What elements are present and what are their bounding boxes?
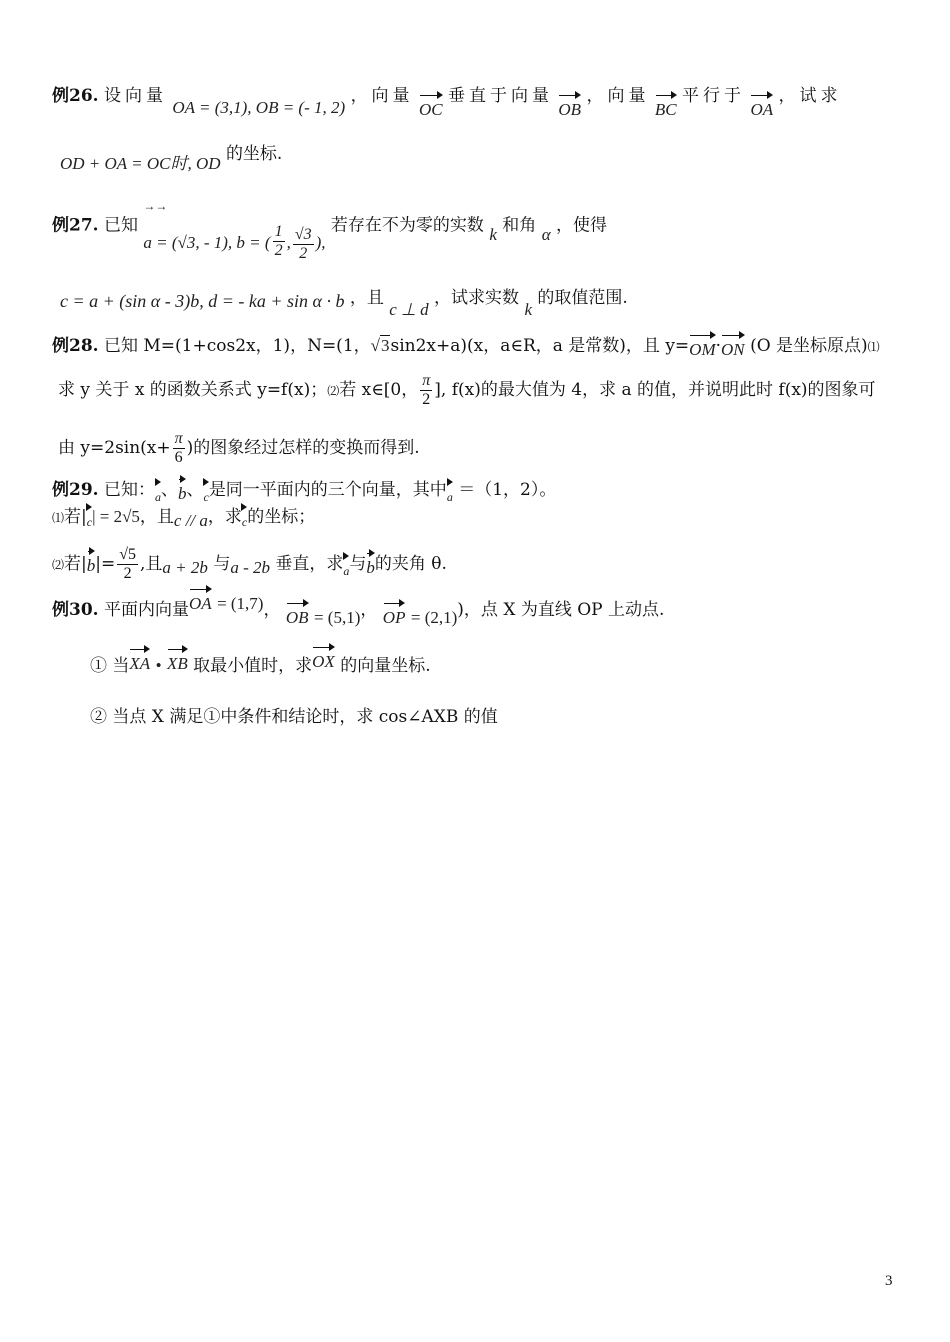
text: 已知 bbox=[103, 215, 138, 236]
denominator: 6 bbox=[174, 449, 183, 466]
example-26-line-1 bbox=[52, 84, 904, 119]
example-28-line-3 bbox=[58, 430, 420, 467]
text: 是同一平面内的三个向量，其中 bbox=[208, 480, 447, 500]
text: 平行于 bbox=[682, 86, 746, 106]
text: ，试求实数 bbox=[434, 288, 520, 308]
var-alpha: α bbox=[541, 225, 551, 245]
text: 由 y=2sin(x+ bbox=[58, 438, 171, 458]
text: ，向量 bbox=[586, 86, 650, 106]
vector-oa: OA bbox=[189, 592, 212, 616]
vector-b: b bbox=[178, 482, 187, 506]
vector-c: c bbox=[203, 485, 208, 509]
vector-c: c bbox=[87, 510, 92, 534]
vector-om: OM bbox=[689, 338, 715, 362]
fraction bbox=[420, 372, 432, 409]
comma: , bbox=[286, 233, 291, 253]
text: 若| bbox=[64, 507, 87, 527]
math-a: a = (√3, - 1), b = ( bbox=[143, 233, 271, 253]
example-28-line-1 bbox=[52, 334, 880, 359]
math-a-b bbox=[143, 223, 326, 262]
text: ，求 bbox=[207, 507, 242, 527]
math-od: OD + OA = OC时, OD bbox=[60, 154, 221, 173]
math-c-perp-d: c ⊥ d bbox=[389, 300, 429, 319]
text: 的坐标. bbox=[225, 144, 283, 164]
math-c-parallel-a: c // a bbox=[173, 511, 208, 530]
example-26-line-2 bbox=[60, 142, 283, 173]
vector-xa: XA bbox=[129, 652, 150, 676]
numerator: π bbox=[422, 372, 431, 389]
fraction bbox=[273, 223, 285, 260]
numerator: 1 bbox=[274, 223, 283, 240]
text: 的向量坐标. bbox=[340, 656, 431, 676]
text: 与 bbox=[349, 554, 367, 574]
example-30-sub-2 bbox=[90, 705, 498, 729]
text: 的夹角 θ. bbox=[374, 554, 447, 574]
math-op-value: = (2,1) bbox=[410, 608, 458, 627]
text: 垂直于向量 bbox=[448, 86, 553, 106]
text: 设向量 bbox=[103, 86, 167, 106]
vector-oa: OA bbox=[750, 98, 773, 122]
example-29-line-3 bbox=[52, 546, 447, 583]
example-27-label: 例27. bbox=[52, 215, 99, 236]
vector-oc: OC bbox=[419, 98, 443, 122]
fraction bbox=[293, 226, 314, 263]
example-29-label: 例29. bbox=[52, 480, 99, 500]
text: (O 是坐标原点) bbox=[750, 336, 868, 356]
text: 若存在不为零的实数 bbox=[330, 215, 484, 236]
text: )的图象经过怎样的变换而得到. bbox=[186, 438, 420, 458]
denominator: 2 bbox=[123, 565, 132, 582]
denominator: 2 bbox=[274, 242, 283, 259]
fraction bbox=[117, 546, 138, 583]
math-a-minus-2b: a - 2b bbox=[230, 558, 270, 577]
sep: 、 bbox=[160, 480, 178, 500]
page-number: 3 bbox=[885, 1273, 893, 1289]
vector-c: c bbox=[242, 510, 247, 534]
text: ,且 bbox=[140, 554, 163, 574]
math-c-d: c = a + (sin α - 3)b, d = - ka + sin α · b bbox=[60, 291, 345, 311]
numerator: π bbox=[174, 430, 183, 447]
text: ② 当点 X 满足①中条件和结论时，求 cos∠AXB 的值 bbox=[90, 707, 498, 727]
vector-b: b bbox=[87, 554, 96, 578]
example-30-line-1 bbox=[52, 594, 665, 627]
var-k: k bbox=[489, 225, 497, 245]
text: ，且 bbox=[349, 288, 384, 308]
example-28-line-2 bbox=[58, 372, 876, 409]
math-oa-ob: OA = (3,1), OB = (- 1, 2) bbox=[172, 98, 346, 117]
math-norm: | = 2√5 bbox=[92, 507, 140, 526]
vector-arrows: →→ bbox=[143, 199, 168, 213]
text: 平面内向量 bbox=[103, 600, 189, 620]
text: 求 y 关于 x 的函数关系式 y=f(x)； bbox=[58, 380, 328, 400]
denominator: 2 bbox=[299, 245, 308, 262]
text: ，且 bbox=[139, 507, 174, 527]
fraction bbox=[173, 430, 185, 467]
example-30-label: 例30. bbox=[52, 600, 99, 620]
text: ，试求 bbox=[778, 86, 842, 106]
question-marker: ⑴ bbox=[52, 511, 65, 525]
close: ), bbox=[315, 233, 326, 253]
text: ① 当 bbox=[90, 656, 130, 676]
numerator: √3 bbox=[294, 226, 312, 243]
text: ＝（1，2）。 bbox=[458, 480, 557, 500]
vector-a: a bbox=[447, 485, 453, 509]
text: sin2x+a)(x，a∈R，a 是常数)，且 y= bbox=[390, 336, 690, 356]
text: 已知： bbox=[103, 480, 155, 500]
sep: 、 bbox=[186, 480, 204, 500]
question-marker: ⑵ bbox=[52, 558, 65, 572]
example-29-line-2 bbox=[52, 505, 315, 530]
vector-bc: BC bbox=[655, 98, 677, 122]
vector-b: b bbox=[366, 556, 375, 580]
text: 与 bbox=[213, 554, 231, 574]
text: 垂直，求 bbox=[275, 554, 344, 574]
example-27-line-1 bbox=[52, 199, 608, 262]
vector-a: a bbox=[343, 559, 349, 583]
text: 取最小值时，求 bbox=[193, 656, 313, 676]
text: |= bbox=[95, 554, 116, 574]
var-k: k bbox=[524, 300, 532, 319]
text: 若 x∈[0， bbox=[339, 380, 419, 400]
denominator: 2 bbox=[422, 391, 431, 408]
sqrt: √3 bbox=[370, 336, 390, 355]
bullet-dot: • bbox=[155, 656, 162, 675]
vector-ox: OX bbox=[312, 650, 335, 674]
text: ， bbox=[263, 600, 281, 620]
text: )，点 X 为直线 OP 上动点. bbox=[457, 600, 665, 620]
text: 若| bbox=[64, 554, 87, 574]
example-27-line-2 bbox=[60, 285, 628, 319]
text: 已知 M=(1+cos2x，1)，N=(1， bbox=[103, 336, 371, 356]
example-26-label: 例26. bbox=[52, 86, 99, 106]
text: ， bbox=[360, 600, 378, 620]
radicand: 3 bbox=[380, 336, 390, 355]
example-28-label: 例28. bbox=[52, 336, 99, 356]
text: ，向量 bbox=[350, 86, 414, 106]
text: 和角 bbox=[502, 215, 537, 236]
vector-on: ON bbox=[721, 338, 745, 362]
numerator: √5 bbox=[119, 546, 137, 563]
text: ], f(x)的最大值为 4，求 a 的值，并说明此时 f(x)的图象可 bbox=[434, 380, 876, 400]
example-29-line-1 bbox=[52, 478, 556, 503]
example-30-sub-1 bbox=[90, 654, 431, 678]
text: ，使得 bbox=[556, 215, 608, 236]
text: 的坐标； bbox=[247, 507, 316, 527]
vector-xb: XB bbox=[167, 652, 188, 676]
question-marker: ⑴ bbox=[867, 340, 880, 354]
math-ob-value: = (5,1) bbox=[313, 608, 361, 627]
text: 的取值范围. bbox=[537, 288, 628, 308]
vector-a: a bbox=[155, 485, 161, 509]
vector-op: OP bbox=[383, 606, 406, 630]
vector-ob: OB bbox=[286, 606, 309, 630]
dot: · bbox=[715, 336, 722, 356]
question-marker: ⑵ bbox=[327, 384, 340, 398]
math-oa-value: = (1,7) bbox=[217, 594, 264, 613]
vector-ob: OB bbox=[558, 98, 581, 122]
math-a-plus-2b: a + 2b bbox=[162, 558, 208, 577]
